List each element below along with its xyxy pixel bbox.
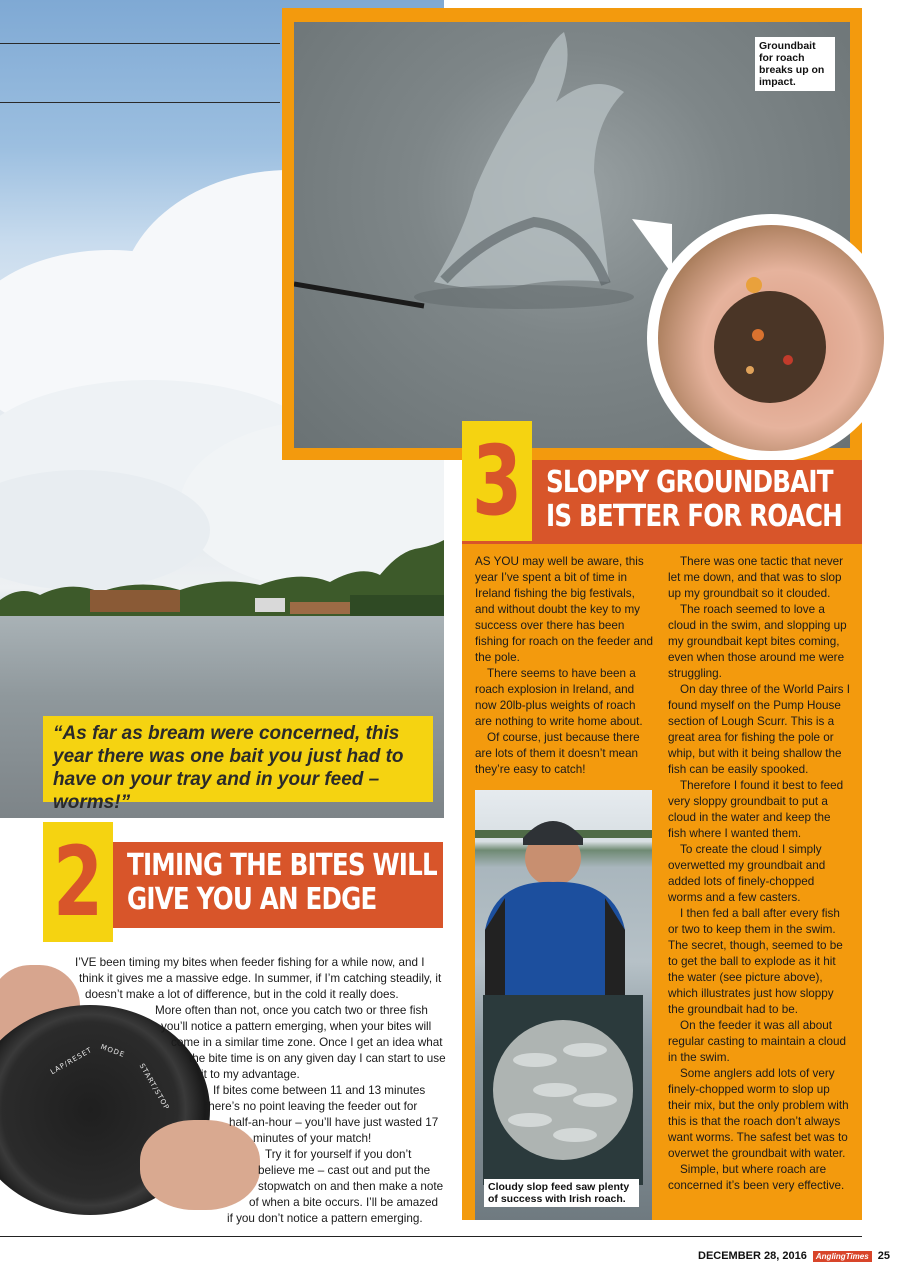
section2-number: 2 xyxy=(52,826,104,938)
footer-rule xyxy=(0,1236,862,1237)
second-rule xyxy=(0,102,280,103)
paragraph: On the feeder it was all about regular casting to maintain a cloud in the swim. xyxy=(668,1019,847,1064)
text-line: I’VE been timing my bites when feeder fishing for a while now, and I xyxy=(75,956,425,969)
text-line: doesn’t make a lot of difference, but in the cold it really does. xyxy=(85,988,399,1001)
paragraph: Some anglers add lots of very finely-chopped worm to slop up their mix, but the only problem with this is that the roach don’t always want worms. The safest bet was to overwet the groundbait with water. xyxy=(668,1067,849,1160)
section2-title-line1: TIMING THE BITES WILL xyxy=(127,848,437,883)
section3-number-badge xyxy=(462,421,532,541)
paragraph: I then fed a ball after every fish or two to keep them in the swim. The secret, though, seemed to be to get the ball to explode as it hit the water (see picture above), which illustrates just how sloppy the groundbait had to be. xyxy=(668,907,843,1016)
magazine-logo: AnglingTimes xyxy=(813,1251,872,1262)
section3-number: 3 xyxy=(471,425,523,537)
paragraph: To create the cloud I simply overwetted my groundbait and added lots of finely-chopped worms and a few casters. xyxy=(668,843,826,904)
paragraph: Therefore I found it best to feed very sloppy groundbait to put a cloud in the water and keep the fish where I wanted them. xyxy=(668,779,844,840)
paragraph: AS YOU may well be aware, this year I’ve spent a bit of time in Ireland fishing the big festivals, and without doubt the key to my success over there has been fishing for roach on the feeder and the pole. xyxy=(475,555,654,664)
text-line: believe me – cast out and put the xyxy=(258,1164,431,1177)
section2-number-badge xyxy=(43,822,113,942)
paragraph: There was one tactic that never let me down, and that was to slop up my groundbait so it clouded. xyxy=(668,555,844,600)
paragraph: Simple, but where roach are concerned it’s been very effective. xyxy=(668,1163,845,1192)
section2-body xyxy=(75,955,445,1227)
paragraph: The roach seemed to love a cloud in the swim, and slopping up my groundbait kept bites coming, even when those around me were struggling. xyxy=(668,603,847,680)
footer xyxy=(698,1250,890,1262)
section3-title-line2: IS BETTER FOR ROACH xyxy=(546,499,842,534)
pull-quote-box xyxy=(43,716,433,813)
issue-date: DECEMBER 28, 2016 xyxy=(698,1250,807,1262)
text-line: If bites come between 11 and 13 minutes xyxy=(213,1084,426,1097)
section3-column1 xyxy=(475,554,655,778)
groundbait-ball-photo xyxy=(658,225,884,451)
lap-reset-label: LAP/RESET xyxy=(49,1045,94,1077)
text-line: there’s no point leaving the feeder out for xyxy=(205,1100,418,1113)
paragraph: There seems to have been a roach explosion in Ireland, and now 20lb-plus weights of roach are nothing to write home about. xyxy=(475,667,643,728)
text-line: if you don’t notice a pattern emerging. xyxy=(227,1212,423,1225)
section2-title-line2: GIVE YOU AN EDGE xyxy=(127,882,377,917)
text-line: it to my advantage. xyxy=(201,1068,300,1081)
text-line: More often than not, once you catch two or three fish xyxy=(155,1004,428,1017)
angler-photo xyxy=(475,790,652,1220)
top-rule xyxy=(0,43,280,44)
text-line: minutes of your match! xyxy=(253,1132,372,1145)
text-line: you’ll notice a pattern emerging, when your bites will xyxy=(161,1020,432,1033)
angler-caption: Cloudy slop feed saw plenty of success with Irish roach. xyxy=(484,1179,639,1207)
section2-title xyxy=(127,848,437,917)
paragraph: On day three of the World Pairs I found myself on the Pump House section of Lough Scurr. This is a great area for fishing the pole or whip, but with it being shallow the fish can be easily spooked. xyxy=(668,683,850,776)
pull-quote: “As far as bream were concerned, this year there was one bait you just had to have on your tray and in your feed – worms!” xyxy=(53,723,404,813)
section3-column2 xyxy=(668,554,850,1194)
paragraph: Of course, just because there are lots of them it doesn’t mean they’re easy to catch! xyxy=(475,731,640,776)
section3-title-line1: SLOPPY GROUNDBAIT xyxy=(546,465,833,500)
text-line: come in a similar time zone. Once I get an idea what xyxy=(171,1036,443,1049)
mode-label: MODE xyxy=(99,1042,126,1060)
text-line: stopwatch on and then make a note xyxy=(258,1180,444,1193)
text-line: think it gives me a massive edge. In summer, if I’m catching steadily, it xyxy=(79,972,442,985)
text-line: the bite time is on any given day I can start to use xyxy=(189,1052,446,1065)
text-line: half-an-hour – you’ll have just wasted 17 xyxy=(229,1116,439,1129)
treeline xyxy=(0,540,444,620)
section3-title xyxy=(546,465,842,534)
start-stop-label: START/STOP xyxy=(137,1062,171,1112)
splash-caption: Groundbait for roach breaks up on impact. xyxy=(755,37,835,91)
text-line: Try it for yourself if you don’t xyxy=(265,1148,412,1161)
text-line: of when a bite occurs. I’ll be amazed xyxy=(249,1196,439,1209)
page-number: 25 xyxy=(877,1250,890,1262)
